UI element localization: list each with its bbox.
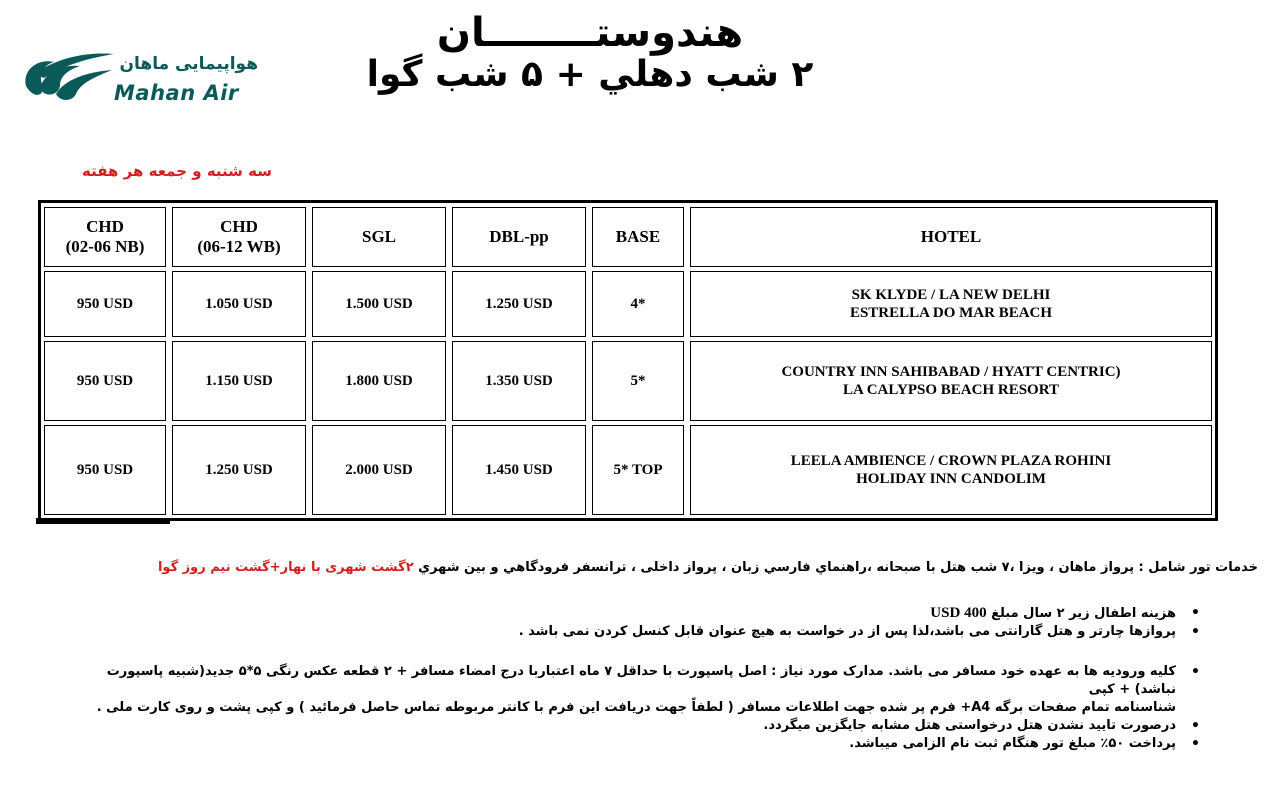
row3-base: 5* TOP <box>592 425 684 515</box>
services-text: خدمات تور شامل : پرواز ماهان ، ويزا ،۷ شب هتل با صبحانه ،راهنماي فارسي زبان ، پرواز داخلی ، ترانسفر فرودگاهي و بين شهري <box>418 560 1258 575</box>
mahan-air-logo <box>20 44 260 106</box>
row3-chd-wb: 1.250 USD <box>172 425 306 515</box>
row1-sgl: 1.500 USD <box>312 271 446 337</box>
row3-dbl: 1.450 USD <box>452 425 586 515</box>
header-sgl: SGL <box>312 207 446 267</box>
airline-emblem-icon <box>20 44 116 106</box>
header-label: CHD <box>220 216 258 236</box>
note-text: شناسنامه تمام صفحات برگه A4+ فرم پر شده جهت اطلاعات مسافر ( لطفاً جهت دریافت این فرم با کانتر مربوطه تماس حاصل فرمائید ) و کپی پشت و روی کارت ملی . <box>96 700 1176 715</box>
table-shadow <box>36 518 170 524</box>
row1-chd-wb: 1.050 USD <box>172 271 306 337</box>
row1-base: 4* <box>592 271 684 337</box>
row2-dbl: 1.350 USD <box>452 341 586 421</box>
header-chd-02-06 <box>44 207 166 267</box>
tour-services <box>150 560 1258 575</box>
hotel-line: COUNTRY INN SAHIBABAD / HYATT CENTRIC) <box>781 364 1121 380</box>
hotel-line: LEELA AMBIENCE / CROWN PLAZA ROHINI <box>790 453 1112 469</box>
note-text: • كليه وروديه ها به عهده خود مسافر می باشد. مدارک مورد نیاز : اصل پاسپورت با حداقل ۷ ماه اعتباربا درج امضاء مسافر + ۲ قطعه عکس رنگی ۵*۵ جدید(شبیه پاسپورت نباشد) + کپی <box>106 664 1176 697</box>
row3-hotel <box>690 425 1212 515</box>
header-sublabel: (02-06 NB) <box>65 237 145 256</box>
logo-text-persian: هواپیمایی ماهان <box>119 54 258 74</box>
row2-chd-nb: 950 USD <box>44 341 166 421</box>
header-dbl: DBL-pp <box>452 207 586 267</box>
row1-hotel <box>690 271 1212 337</box>
note-charter-flights: • پروازها چارتر و هتل گارانتی می باشد،لذا پس از در خواست به هیچ عنوان قابل کنسل کردن نمی باشد . <box>80 623 1200 641</box>
row1-chd-nb: 950 USD <box>44 271 166 337</box>
note-payment: • پرداخت ۵۰٪ مبلغ تور هنگام ثبت نام الزامی ميباشد. <box>80 735 1200 753</box>
note-required-documents <box>80 663 1200 717</box>
note-text: هزينه اطفال زير ۲ سال مبلغ <box>991 606 1176 621</box>
row3-chd-nb: 950 USD <box>44 425 166 515</box>
notes-list <box>80 604 1200 753</box>
note-amount: 400 USD <box>930 605 987 621</box>
page-title: هندوستــــــــان <box>436 10 744 56</box>
header-hotel: HOTEL <box>690 207 1212 267</box>
header-base: BASE <box>592 207 684 267</box>
note-infant-price <box>80 604 1200 623</box>
row3-sgl: 2.000 USD <box>312 425 446 515</box>
header-label: CHD <box>86 216 124 236</box>
row1-dbl: 1.250 USD <box>452 271 586 337</box>
row2-hotel <box>690 341 1212 421</box>
departure-days: سه شنبه و جمعه هر هفته <box>82 162 272 180</box>
row2-base: 5* <box>592 341 684 421</box>
hotel-line: ESTRELLA DO MAR BEACH <box>849 305 1053 321</box>
page-subtitle: ۲ شب دهلي + ۵ شب گوا <box>366 54 814 95</box>
row2-sgl: 1.800 USD <box>312 341 446 421</box>
note-hotel-substitution: • درصورت تاييد نشدن هتل درخواستی هتل مشابه جايگزين ميگردد. <box>80 717 1200 735</box>
row2-chd-wb: 1.150 USD <box>172 341 306 421</box>
header-chd-06-12 <box>172 207 306 267</box>
header-sublabel: (06-12 WB) <box>197 237 281 256</box>
hotel-line: LA CALYPSO BEACH RESORT <box>842 382 1060 398</box>
hotel-line: HOLIDAY INN CANDOLIM <box>856 471 1046 487</box>
services-highlight: ۲گشت شهری با نهار+گشت نیم روز گوا <box>157 560 414 575</box>
hotel-line: SK KLYDE / LA NEW DELHI <box>851 287 1051 303</box>
logo-text-english: Mahan Air <box>114 81 239 105</box>
